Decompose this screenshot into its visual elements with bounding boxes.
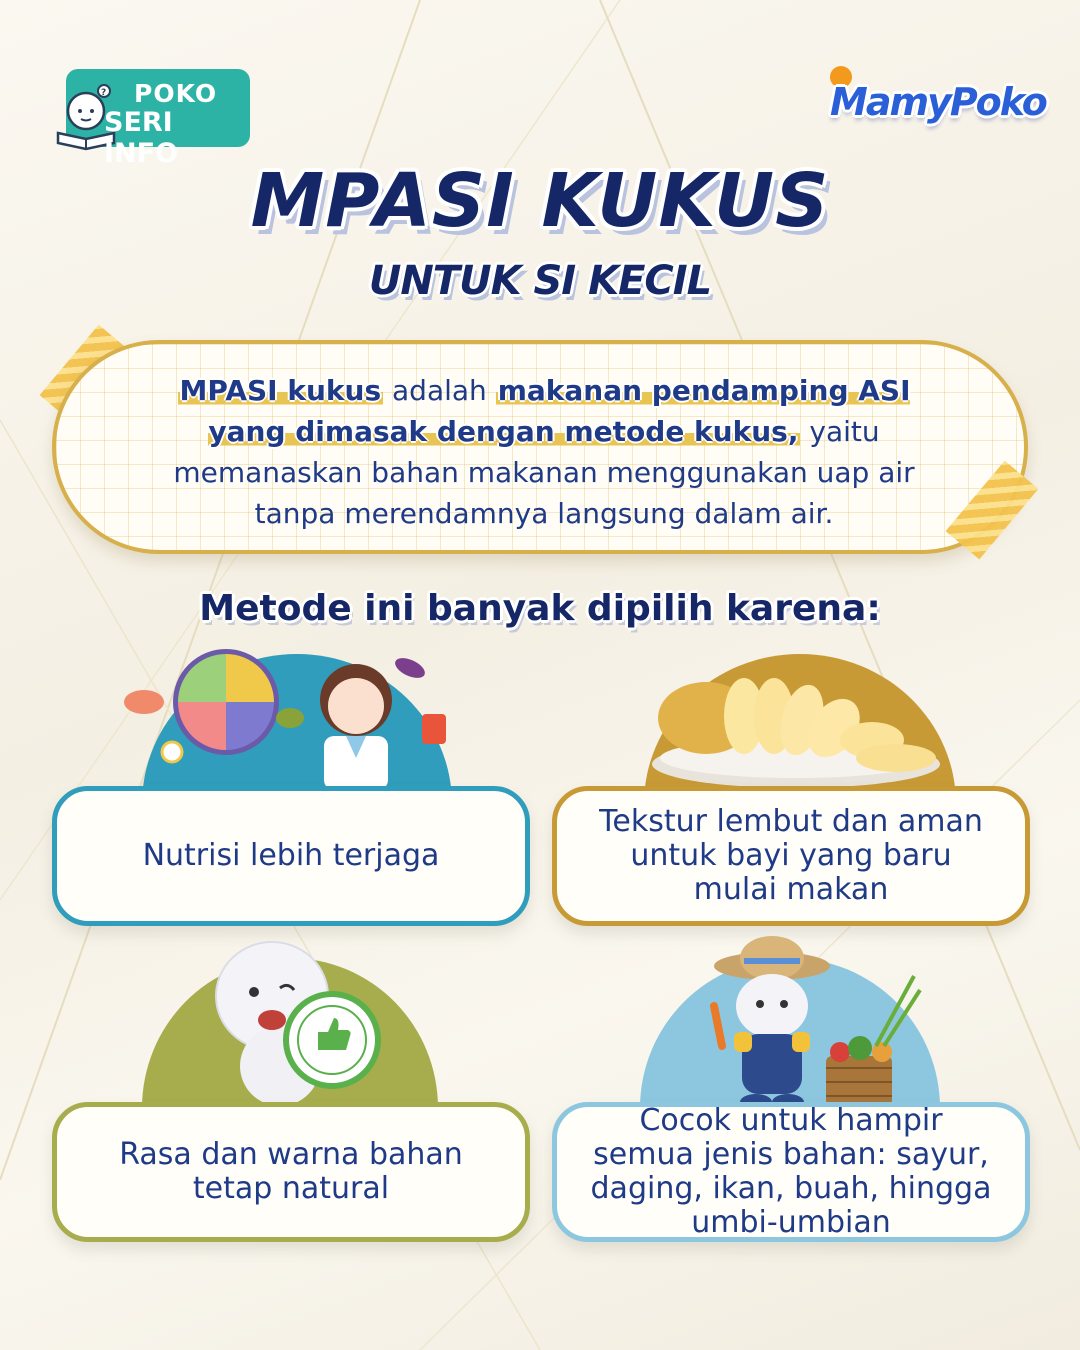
brand-logo bbox=[822, 68, 1046, 140]
reason-card-2 bbox=[552, 786, 1030, 926]
svg-text:?: ? bbox=[101, 88, 107, 98]
page-subtitle: UNTUK SI KECIL bbox=[368, 258, 712, 304]
reasons-heading: Metode ini banyak dipilih karena: bbox=[199, 588, 881, 629]
intro-text-2: yaitu memanaskan bahan makanan menggunakan uap air tanpa merendamnya langsung dalam air. bbox=[173, 415, 915, 530]
reason-1-text: Nutrisi lebih terjaga bbox=[142, 838, 440, 873]
nutrition-plate-and-doctor-illustration bbox=[120, 640, 460, 790]
sliced-steamed-potato-illustration bbox=[646, 668, 946, 788]
page-title: MPASI KUKUS bbox=[250, 158, 830, 244]
intro-text-1: adalah bbox=[383, 374, 496, 407]
farmer-mascot-vegetable-basket-illustration bbox=[700, 936, 930, 1114]
reason-card-1 bbox=[52, 786, 530, 926]
reason-card-3 bbox=[52, 1102, 530, 1242]
intro-highlight-1: MPASI kukus bbox=[179, 374, 382, 407]
reason-3-text: Rasa dan warna bahan tetap natural bbox=[119, 1137, 463, 1206]
reason-4-text: Cocok untuk hampir semua jenis bahan: sayur, daging, ikan, buah, hingga umbi-umbian bbox=[590, 1103, 992, 1240]
intro-text bbox=[136, 370, 952, 534]
mascot-great-taste-badge-illustration bbox=[200, 936, 400, 1108]
badge-line-1: POKO bbox=[134, 79, 218, 108]
badge-line-2: SERI INFO bbox=[104, 107, 179, 169]
reason-2-text: Tekstur lembut dan aman untuk bayi yang baru mulai makan bbox=[599, 804, 983, 907]
brand-name: MamyPoko bbox=[830, 80, 1046, 124]
poko-seri-info-badge bbox=[66, 69, 250, 169]
intro-card bbox=[52, 340, 1028, 554]
intro-highlight-2: makanan pendamping ASI yang dimasak dengan metode kukus, bbox=[208, 374, 911, 448]
reason-card-4 bbox=[552, 1102, 1030, 1242]
